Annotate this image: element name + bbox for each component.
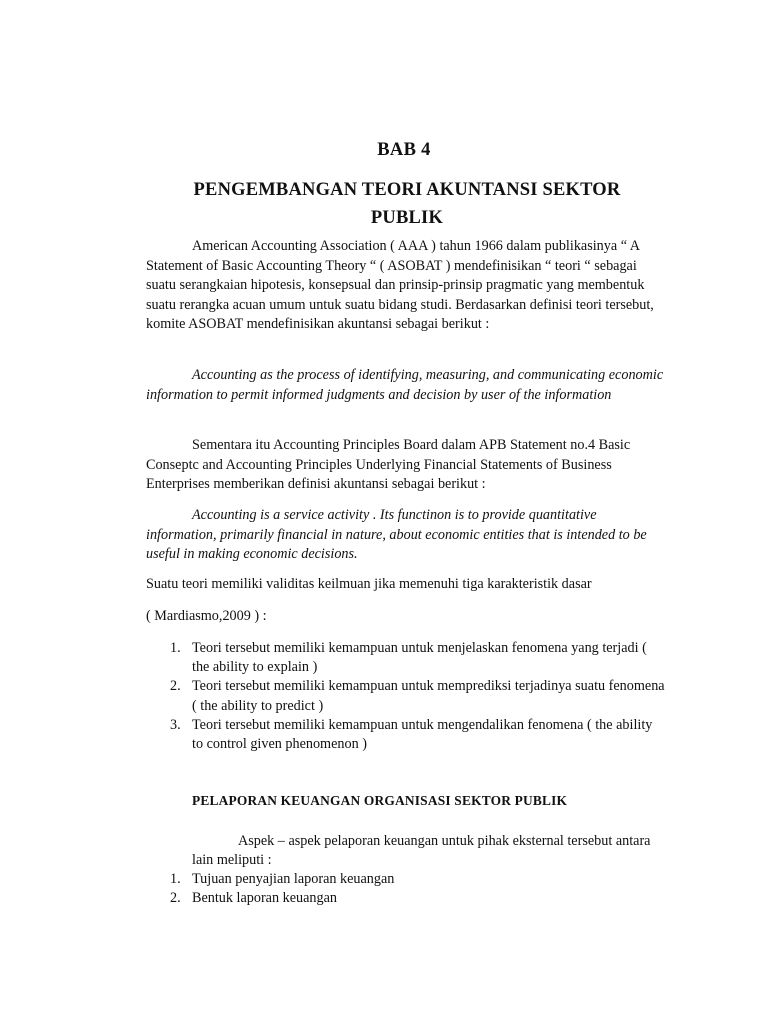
list-item-text: Bentuk laporan keuangan: [192, 890, 337, 907]
list-item-number: 2.: [170, 890, 181, 907]
paragraph-theory-validity: Suatu teori memiliki validitas keilmuan jika memenuhi tiga karakteristik dasar: [146, 576, 592, 592]
quote-asobat-definition: Accounting as the process of identifying, measuring, and communicating economic information to permit informed judgments and decision by user of the information: [146, 367, 664, 403]
paragraph-reporting-aspects: Aspek – aspek pelaporan keuangan untuk pihak eksternal tersebut antara lain meliputi :: [192, 833, 651, 869]
list-item: [146, 639, 666, 677]
paragraph-asobat: American Accounting Association ( AAA ) tahun 1966 dalam publikasinya “ A Statement of Basic Accounting Theory “ ( ASOBAT ) mendefinisikan “ teori “ sebagai suatu serangkaian hipotesis, konsepsual dan prinsip-prinsip pragmatic yang membentuk suatu rerangka acuan umum untuk suatu bidang studi. Berdasarkan definisi teori tersebut, komite ASOBAT mendefinisikan akuntansi sebagai berikut :: [146, 238, 654, 332]
theory-characteristics-list: [146, 639, 666, 754]
list-item: [146, 870, 666, 889]
reporting-aspects-list: [146, 870, 666, 908]
chapter-heading: BAB 4: [377, 140, 431, 160]
chapter-title-line-2: PUBLIK: [370, 208, 444, 228]
list-item: [146, 889, 666, 908]
list-item-number: 1.: [170, 640, 181, 656]
citation-mardiasmo: ( Mardiasmo,2009 ) :: [146, 608, 267, 624]
section-heading: PELAPORAN KEUANGAN ORGANISASI SEKTOR PUBLIK: [192, 793, 568, 808]
list-item-number: 2.: [170, 678, 181, 695]
paragraph-apb-statement: Sementara itu Accounting Principles Board dalam APB Statement no.4 Basic Conseptc and Accounting Principles Underlying Financial Statements of Business Enterprises memberikan definisi akuntansi sebagai berikut :: [146, 437, 631, 492]
list-item: [146, 677, 666, 715]
chapter-title: [146, 176, 668, 232]
list-item-number: 1.: [170, 871, 181, 887]
list-item-text: Tujuan penyajian laporan keuangan: [192, 871, 395, 887]
list-item: [146, 716, 666, 754]
list-item-number: 3.: [170, 716, 181, 733]
quote-apb-definition: Accounting is a service activity . Its functinon is to provide quantitative information, primarily financial in nature, about economic entities that is intended to be useful in making economic decisions.: [146, 507, 647, 562]
chapter-title-line-1: PENGEMBANGAN TEORI AKUNTANSI SEKTOR: [193, 180, 621, 200]
list-item-text: Teori tersebut memiliki kemampuan untuk menjelaskan fenomena yang terjadi ( the ability to explain ): [192, 640, 647, 676]
list-item-text: Teori tersebut memiliki kemampuan untuk memprediksi terjadinya suatu fenomena ( the ability to predict ): [192, 678, 665, 714]
list-item-text: Teori tersebut memiliki kemampuan untuk mengendalikan fenomena ( the ability to control given phenomenon ): [192, 716, 653, 753]
